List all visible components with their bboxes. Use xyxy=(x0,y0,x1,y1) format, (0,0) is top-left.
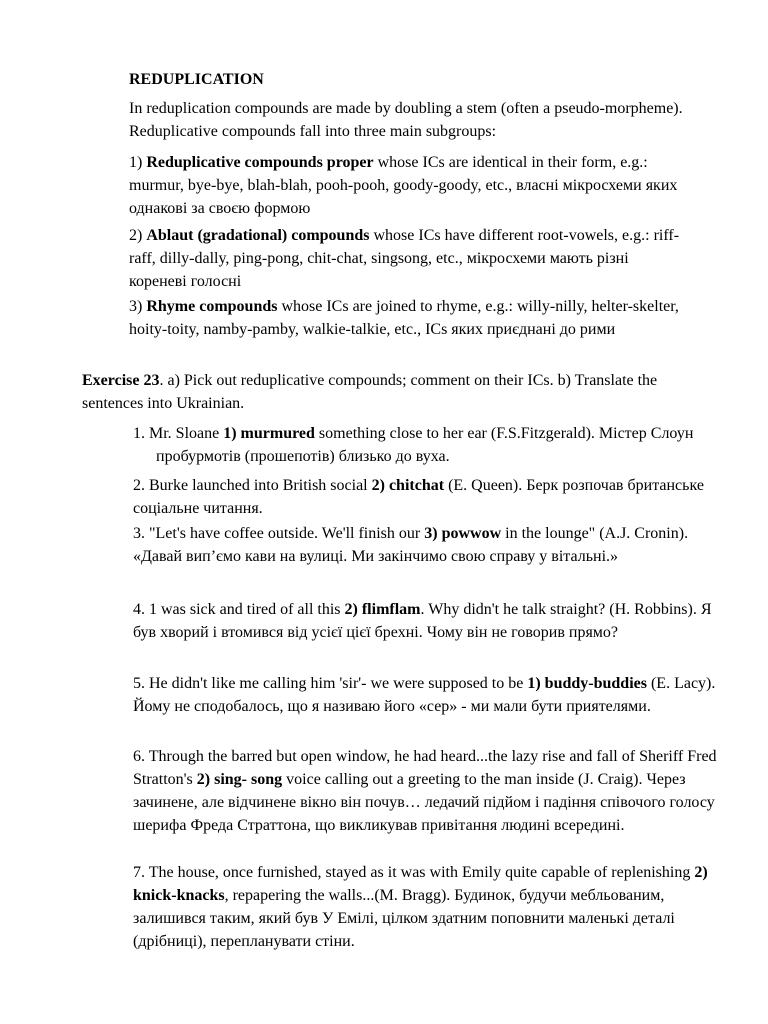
item-keyword: 2) chitchat xyxy=(371,477,445,494)
item-number: 1. xyxy=(133,425,149,442)
subgroup-3 xyxy=(129,295,689,341)
subgroup-number: 3) xyxy=(129,298,147,315)
item-text-before: Burke launched into British social xyxy=(149,477,372,494)
exercise-label: Exercise 23 xyxy=(82,372,160,389)
item-text-after: (E. Lacy). Йому не сподобалось, що я називаю його «сер» - ми мали бути приятелями. xyxy=(133,675,716,715)
item-number: 4. xyxy=(133,601,149,618)
subgroup-description: whose ICs are joined to rhyme, e.g.: willy-nilly, helter-skelter, hoity-toity, namby-pamby, walkie-talkie, etc., ICs яких приєднані до рими xyxy=(129,298,679,338)
item-text-before: He didn't like me calling him 'sir'- we were supposed to be xyxy=(149,675,528,692)
item-text-after: , repapering the walls...(M. Bragg). Будинок, будучи мебльованим, залишився таким, який був У Емілі, цілком здатним поповнити маленькі деталі (дрібниці), перепланувати стіни. xyxy=(133,887,675,950)
item-number: 2. xyxy=(133,477,149,494)
subgroup-2 xyxy=(129,224,689,293)
item-text-after: something close to her ear (F.S.Fitzgerald). Містер Слоун пробурмотів (прошепотів) близько до вуха. xyxy=(156,425,694,465)
subgroup-description: whose ICs have different root-vowels, e.g.: riff-raff, dilly-dally, ping-pong, chit-chat, singsong, etc., мікросхеми мають різні кореневі голосні xyxy=(129,227,680,290)
item-text-after: (E. Queen). Берк розпочав британське соціальне читання. xyxy=(133,477,704,517)
exercise-item-7 xyxy=(133,861,723,953)
item-text-after: in the lounge" (A.J. Cronin). «Давай вип’ємо кави на вулиці. Ми закінчимо свою справу у вітальні.» xyxy=(133,525,689,565)
subgroup-term: Rhyme compounds xyxy=(146,298,278,315)
exercise-item-6 xyxy=(133,745,723,837)
item-number: 3. xyxy=(133,525,149,542)
item-text-after: . Why didn't he talk straight? (H. Robbins). Я був хворий і втомився від усієї цієї брехні. Чому він не говорив прямо? xyxy=(133,601,712,641)
exercise-item-3 xyxy=(133,522,723,568)
exercise-item-4 xyxy=(133,598,723,644)
item-keyword: 3) powwow xyxy=(424,525,502,542)
exercise-item-5 xyxy=(133,672,723,718)
subgroup-term: Reduplicative compounds proper xyxy=(146,154,374,171)
page-title: REDUPLICATION xyxy=(129,71,264,88)
item-number: 5. xyxy=(133,675,149,692)
item-keyword: 2) knick-knacks xyxy=(133,864,708,904)
subgroup-number: 1) xyxy=(129,154,147,171)
item-text-before: The house, once furnished, stayed as it was with Emily quite capable of replenishing xyxy=(148,864,695,881)
item-text-before: Through the barred but open window, he had heard...the lazy rise and fall of Sheriff Fred Stratton's xyxy=(133,748,717,788)
item-keyword: 2) flimflam xyxy=(344,601,421,618)
exercise-item-1 xyxy=(133,422,696,468)
subgroup-1 xyxy=(129,151,689,220)
item-number: 7. xyxy=(133,864,149,881)
item-number: 6. xyxy=(133,748,149,765)
item-keyword: 2) sing- song xyxy=(196,771,283,788)
subgroup-description: whose ICs are identical in their form, e.g.: murmur, bye-bye, blah-blah, pooh-pooh, goody-goody, etc., власні мікросхеми яких однакові за своєю формою xyxy=(129,154,678,217)
item-keyword: 1) buddy-buddies xyxy=(527,675,647,692)
exercise-instruction: . a) Pick out reduplicative compounds; comment on their ICs. b) Translate the sentences into Ukrainian. xyxy=(82,372,658,412)
item-text-before: Mr. Sloane xyxy=(149,425,224,442)
exercise-heading xyxy=(82,369,682,415)
item-keyword: 1) murmured xyxy=(223,425,315,442)
item-text-before: 1 was sick and tired of all this xyxy=(149,601,345,618)
item-text-before: "Let's have coffee outside. We'll finish our xyxy=(149,525,425,542)
subgroup-number: 2) xyxy=(129,227,147,244)
subgroup-term: Ablaut (gradational) compounds xyxy=(146,227,370,244)
exercise-item-2 xyxy=(133,474,723,520)
item-text-after: voice calling out a greeting to the man inside (J. Craig). Через зачинене, але відчинене вікно він почув… ледачий підйом і падіння співочого голосу шерифа Фреда Страттона, що викликував привітання людині всередині. xyxy=(133,771,715,834)
intro-paragraph: In reduplication compounds are made by doubling a stem (often a pseudo-morpheme). Reduplicative compounds fall into three main subgroups: xyxy=(129,100,683,140)
